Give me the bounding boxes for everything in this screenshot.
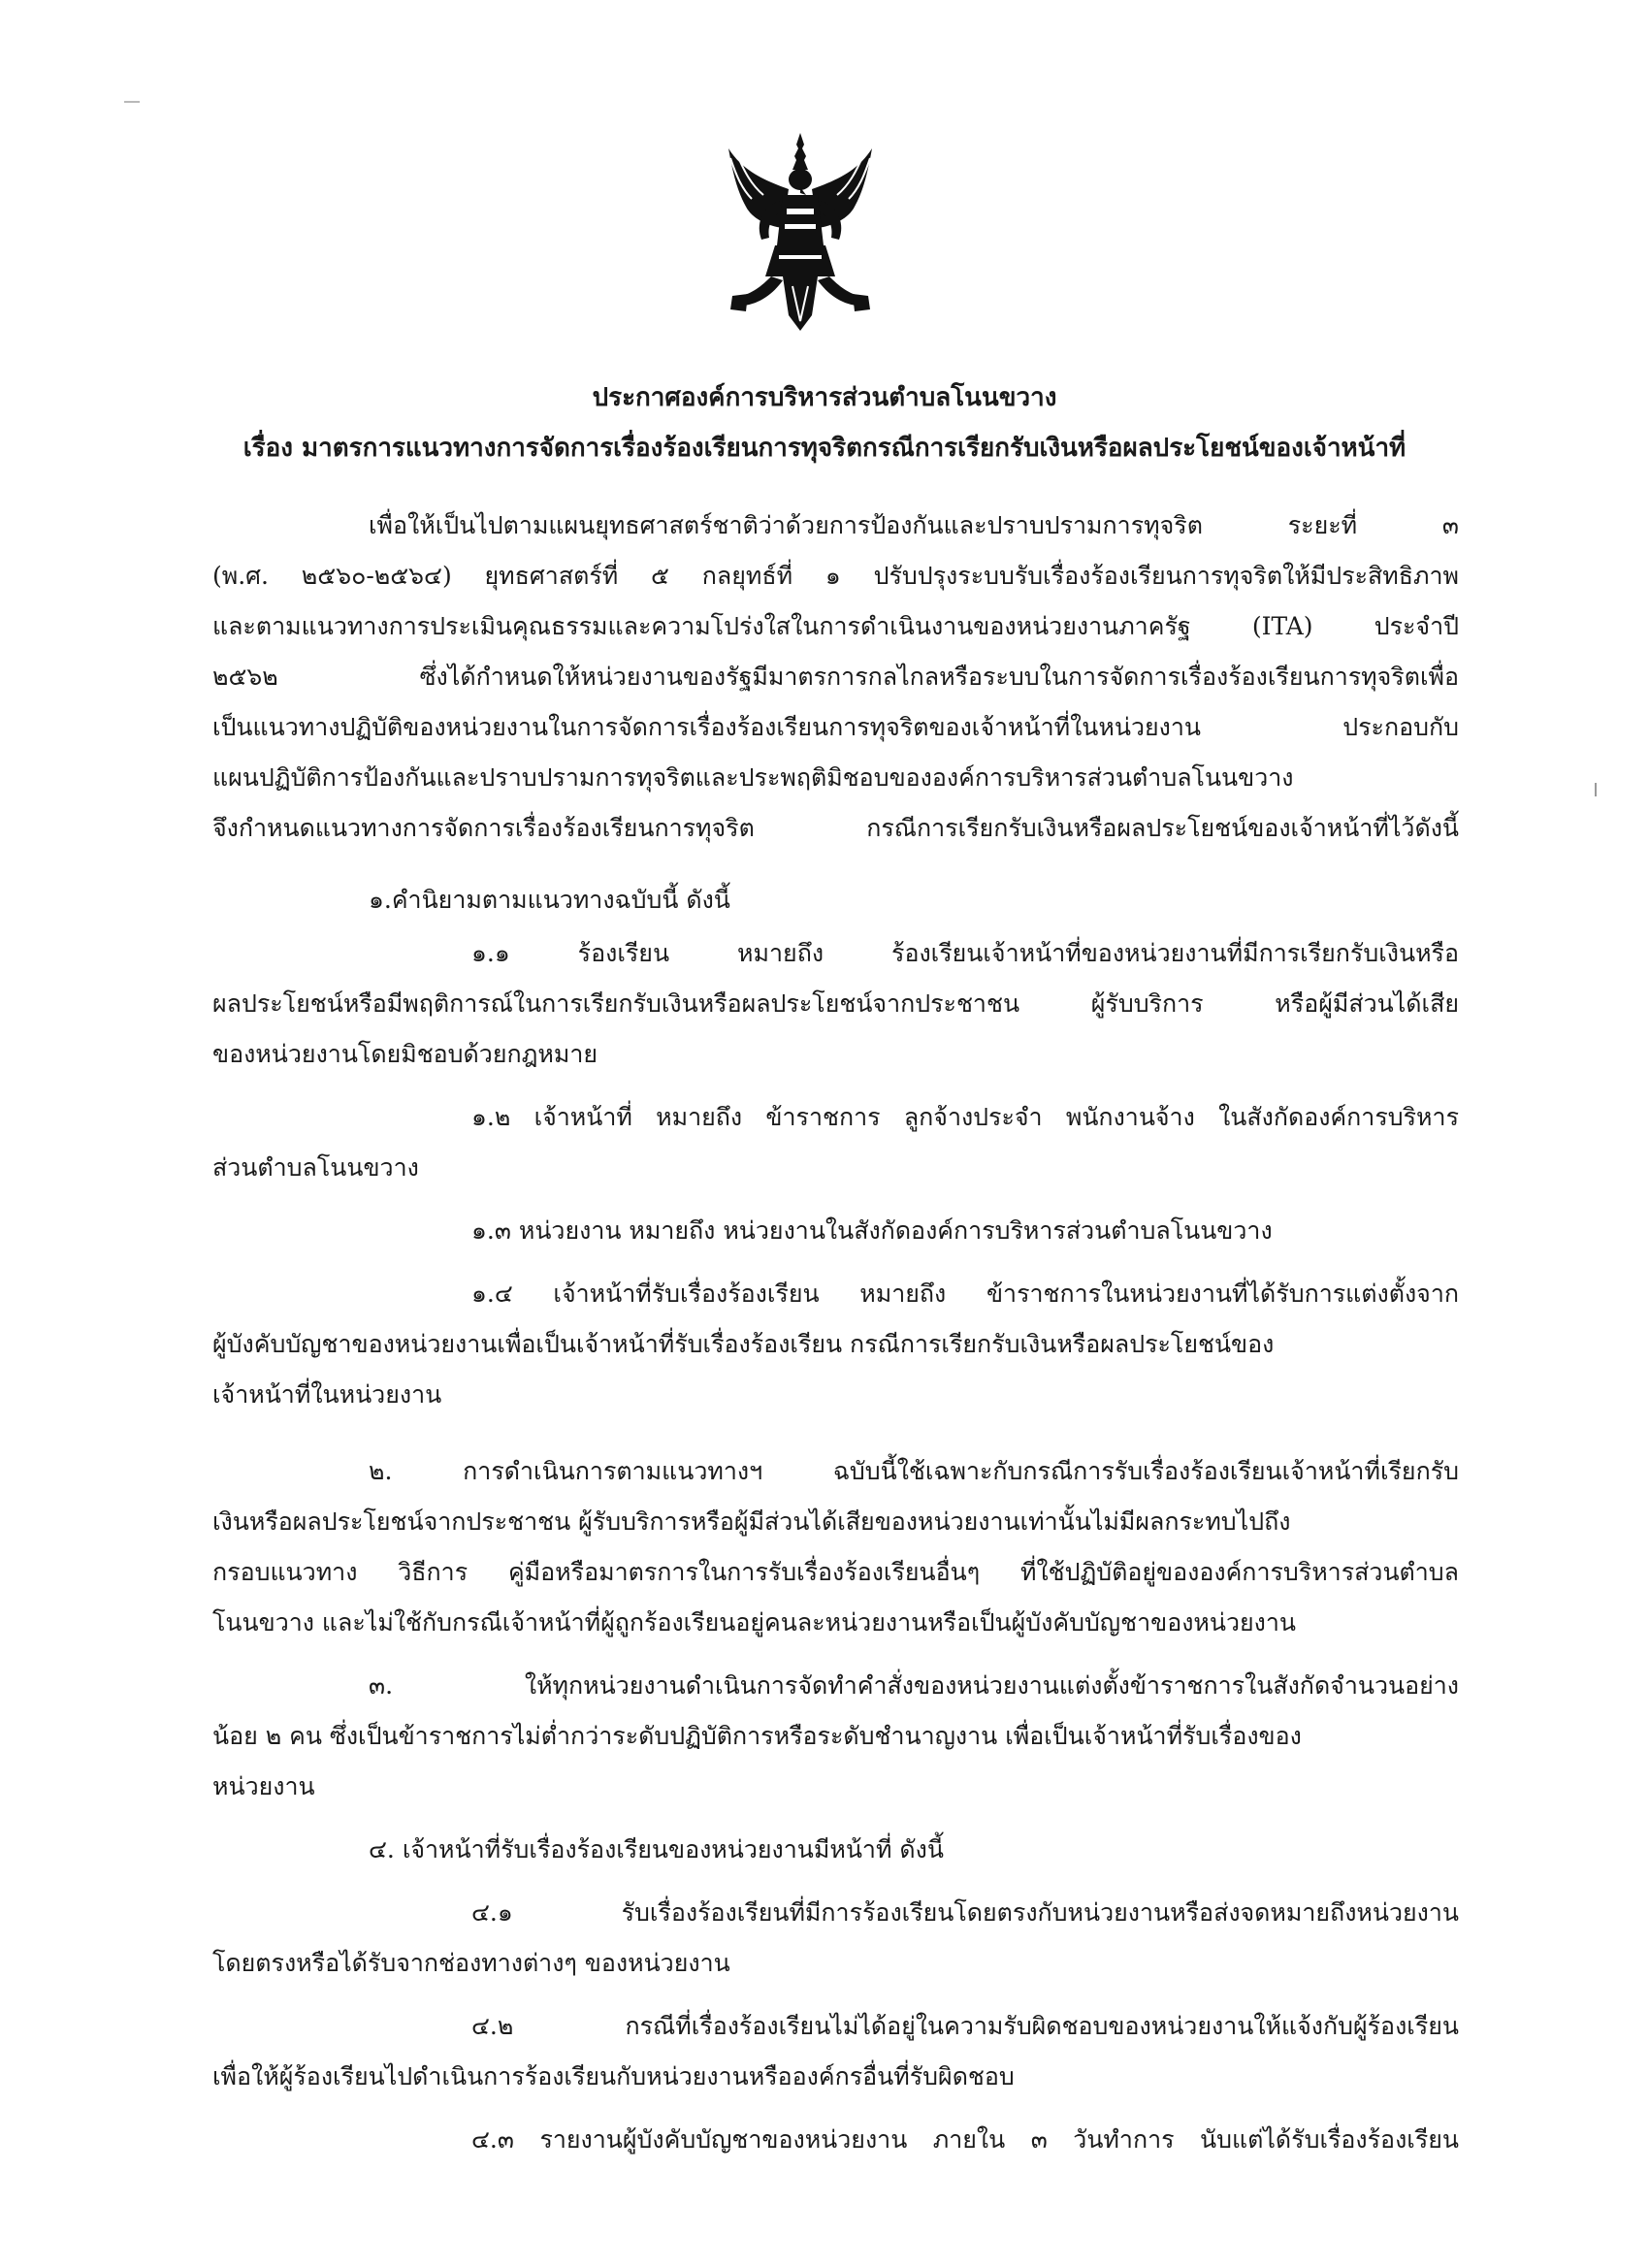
section-2: เงินหรือผลประโยชน์จากประชาชน ผู้รับบริการหรือผู้มีส่วนได้เสียของหน่วยงานเท่านั้นไม่มีผลกระทบไปถึง	[212, 1507, 1291, 1536]
definition-1-1: ผลประโยชน์หรือมีพฤติการณ์ในการเรียกรับเงินหรือผลประโยชน์จากประชาชน ผู้รับบริการ หรือผู้มีส่วนได้เสีย	[212, 989, 1459, 1018]
duty-4-3: ๔.๓ รายงานผู้บังคับบัญชาของหน่วยงาน ภายใน ๓ วันทำการ นับแต่ได้รับเรื่องร้องเรียน	[471, 2125, 1459, 2154]
announcement-title: ประกาศองค์การบริหารส่วนตำบลโนนขวาง	[592, 383, 1057, 412]
definition-1-1: ๑.๑ ร้องเรียน หมายถึง ร้องเรียนเจ้าหน้าที่ของหน่วยงานที่มีการเรียกรับเงินหรือ	[471, 939, 1459, 967]
section-2: ๒. การดำเนินการตามแนวทางฯ ฉบับนี้ใช้เฉพาะกับกรณีการรับเรื่องร้องเรียนเจ้าหน้าที่เรียกรับ	[369, 1457, 1459, 1485]
intro-line: (พ.ศ. ๒๕๖๐-๒๕๖๔) ยุทธศาสตร์ที่ ๕ กลยุทธ์ที่ ๑ ปรับปรุงระบบรับเรื่องร้องเรียนการทุจริตให้มีประสิทธิภาพ	[212, 562, 1459, 590]
intro-line: เพื่อให้เป็นไปตามแผนยุทธศาสตร์ชาติว่าด้วยการป้องกันและปราบปรามการทุจริต ระยะที่ ๓	[369, 511, 1459, 539]
section-3: ๓. ให้ทุกหน่วยงานดำเนินการจัดทำคำสั่งของหน่วยงานแต่งตั้งข้าราชการในสังกัดจำนวนอย่าง	[369, 1671, 1459, 1700]
intro-line: จึงกำหนดแนวทางการจัดการเรื่องร้องเรียนการทุจริต กรณีการเรียกรับเงินหรือผลประโยชน์ของเจ้าหน้าที่ไว้ดังนี้	[212, 814, 1459, 842]
definition-1-3: ๑.๓ หน่วยงาน หมายถึง หน่วยงานในสังกัดองค์การบริหารส่วนตำบลโนนขวาง	[471, 1216, 1273, 1245]
definition-1-4: ผู้บังคับบัญชาของหน่วยงานเพื่อเป็นเจ้าหน้าที่รับเรื่องร้องเรียน กรณีการเรียกรับเงินหรือผลประโยชน์ของ	[212, 1330, 1275, 1358]
definition-1-1: ของหน่วยงานโดยมิชอบด้วยกฎหมาย	[212, 1040, 598, 1068]
section-3: น้อย ๒ คน ซึ่งเป็นข้าราชการไม่ต่ำกว่าระดับปฏิบัติการหรือระดับชำนาญงาน เพื่อเป็นเจ้าหน้าที่รับเรื่องของ	[212, 1722, 1302, 1750]
section-1-heading: ๑.คำนิยามตามแนวทางฉบับนี้ ดังนี้	[369, 886, 730, 914]
intro-line: ๒๕๖๒ ซึ่งได้กำหนดให้หน่วยงานของรัฐมีมาตรการกลไกลหรือระบบในการจัดการเรื่องร้องเรียนการทุจริตเพื่อ	[212, 663, 1459, 691]
definition-1-2: ส่วนตำบลโนนขวาง	[212, 1153, 419, 1182]
announcement-subject: เรื่อง มาตรการแนวทางการจัดการเรื่องร้องเรียนการทุจริตกรณีการเรียกรับเงินหรือผลประโยชน์ของเจ้าหน้าที่	[242, 434, 1406, 463]
duty-4-2: เพื่อให้ผู้ร้องเรียนไปดำเนินการร้องเรียนกับหน่วยงานหรือองค์กรอื่นที่รับผิดชอบ	[212, 2062, 1015, 2090]
duty-4-1: ๔.๑ รับเรื่องร้องเรียนที่มีการร้องเรียนโดยตรงกับหน่วยงานหรือส่งจดหมายถึงหน่วยงาน	[471, 1898, 1459, 1927]
scan-speck	[1595, 783, 1597, 796]
section-4-heading: ๔. เจ้าหน้าที่รับเรื่องร้องเรียนของหน่วยงานมีหน้าที่ ดังนี้	[369, 1835, 944, 1863]
section-2: โนนขวาง และไม่ใช้กับกรณีเจ้าหน้าที่ผู้ถูกร้องเรียนอยู่คนละหน่วยงานหรือเป็นผู้บังคับบัญชาของหน่วยงาน	[212, 1608, 1297, 1636]
definition-1-2: ๑.๒ เจ้าหน้าที่ หมายถึง ข้าราชการ ลูกจ้างประจำ พนักงานจ้าง ในสังกัดองค์การบริหาร	[471, 1103, 1459, 1131]
definition-1-4: ๑.๔ เจ้าหน้าที่รับเรื่องร้องเรียน หมายถึง ข้าราชการในหน่วยงานที่ได้รับการแต่งตั้งจาก	[471, 1280, 1459, 1308]
garuda-emblem-icon	[723, 131, 878, 335]
duty-4-1: โดยตรงหรือได้รับจากช่องทางต่างๆ ของหน่วยงาน	[212, 1949, 730, 1977]
scan-speck	[124, 101, 140, 103]
intro-line: และตามแนวทางการประเมินคุณธรรมและความโปร่งใสในการดำเนินงานของหน่วยงานภาครัฐ (ITA) ประจำปี	[212, 612, 1459, 640]
duty-4-2: ๔.๒ กรณีที่เรื่องร้องเรียนไม่ได้อยู่ในความรับผิดชอบของหน่วยงานให้แจ้งกับผู้ร้องเรียน	[471, 2012, 1459, 2040]
intro-line: แผนปฏิบัติการป้องกันและปราบปรามการทุจริตและประพฤติมิชอบขององค์การบริหารส่วนตำบลโนนขวาง	[212, 763, 1294, 792]
definition-1-4: เจ้าหน้าที่ในหน่วยงาน	[212, 1380, 442, 1409]
section-2: กรอบแนวทาง วิธีการ คู่มือหรือมาตรการในการรับเรื่องร้องเรียนอื่นๆ ที่ใช้ปฏิบัติอยู่ขององค์การบริหารส่วนตำบล	[212, 1558, 1459, 1586]
intro-line: เป็นแนวทางปฏิบัติของหน่วยงานในการจัดการเรื่องร้องเรียนการทุจริตของเจ้าหน้าที่ในหน่วยงาน ประกอบกับ	[212, 713, 1459, 741]
section-3: หน่วยงาน	[212, 1772, 315, 1800]
